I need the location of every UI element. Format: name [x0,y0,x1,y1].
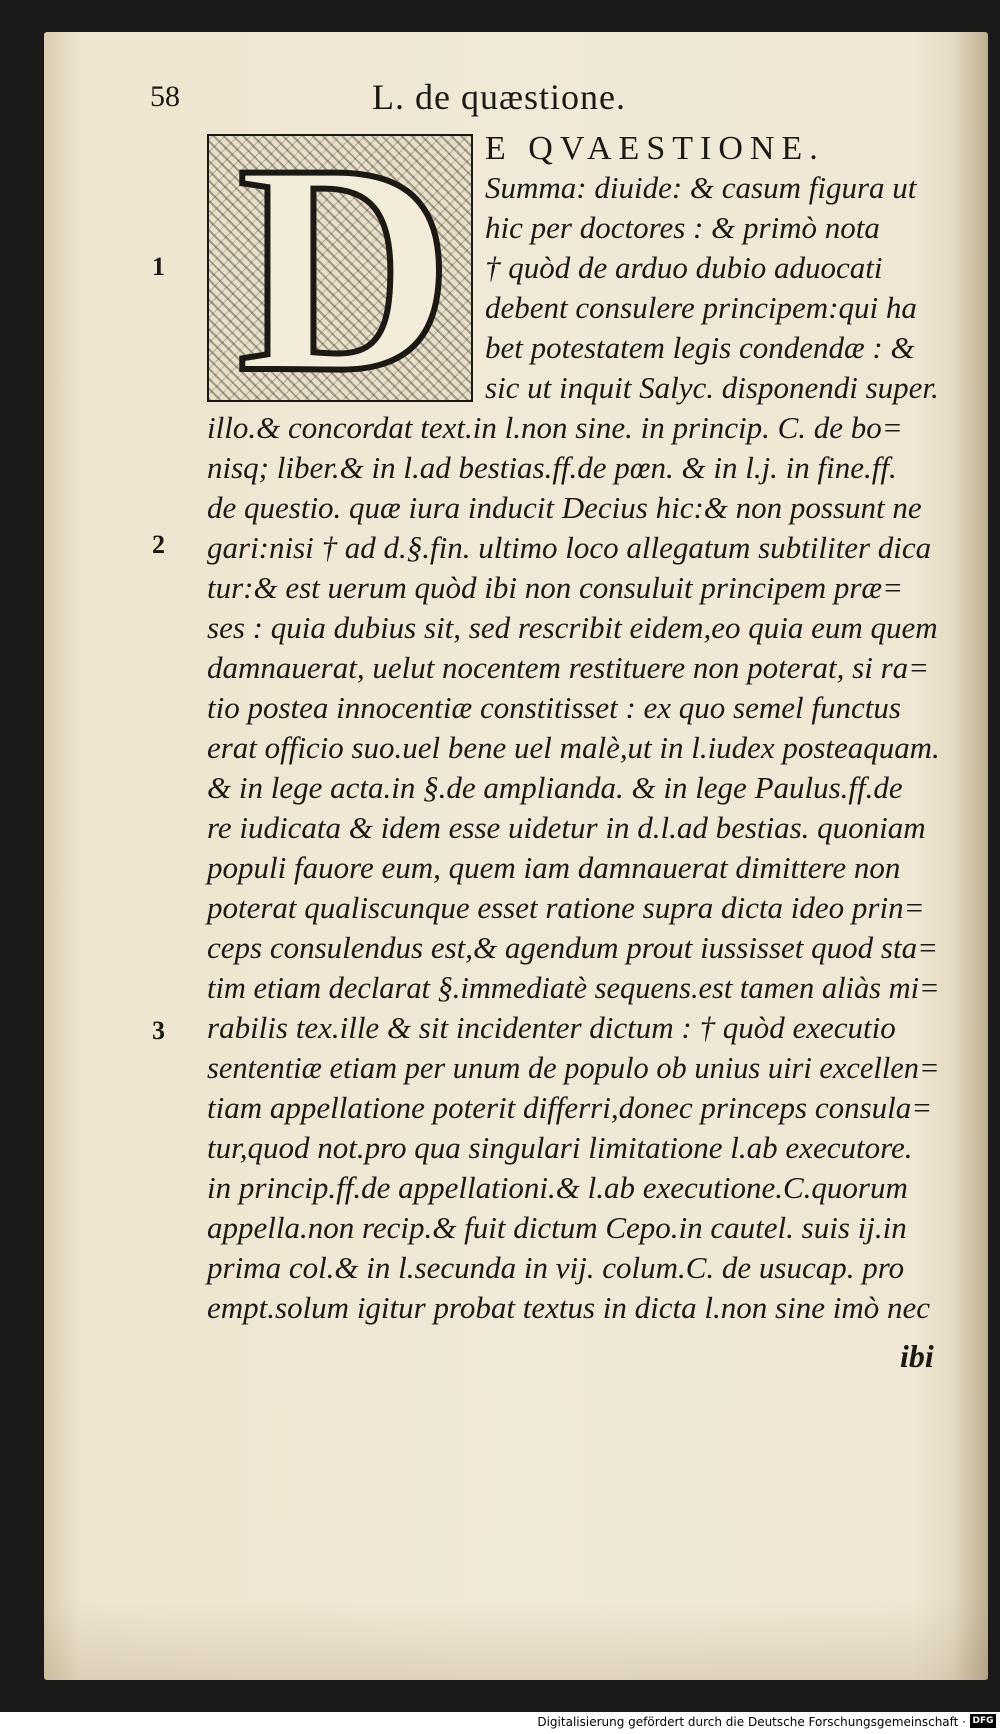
page-stain [44,1600,988,1680]
margin-number: 1 [152,252,165,281]
text-line: appella.non recip.& fuit dictum Cepo.in cautel. suis ij.in [207,1210,907,1245]
text-line: & in lege acta.in §.de amplianda. & in lege Paulus.ff.de [207,770,903,805]
text-line: ses : quia dubius sit, sed rescribit eidem,eo quia eum quem [207,610,938,645]
text-line: tiam appellatione poterit differri,donec princeps consula= [207,1090,933,1125]
text-line: damnauerat, uelut nocentem restituere non poterat, si ra= [207,650,930,685]
text-line: illo.& concordat text.in l.non sine. in princip. C. de bo= [207,410,903,445]
text-line: nisq; liber.& in l.ad bestias.ff.de pœn. & in l.j. in fine.ff. [207,450,897,485]
text-line: sic ut inquit Salyc. disponendi super. [485,370,939,405]
text-line: sententiæ etiam per unum de populo ob unius uiri excellen= [207,1050,940,1085]
text-line: rabilis tex.ille & sit incidenter dictum : † quòd executio [207,1010,896,1045]
text-line: ceps consulendus est,& agendum prout iussisset quod sta= [207,930,939,965]
text-line: tio postea innocentiæ constitisset : ex quo semel functus [207,690,901,725]
text-line: tim etiam declarat §.immediatè sequens.est tamen aliàs mi= [207,970,940,1005]
margin-number: 2 [152,530,165,559]
text-line: empt.solum igitur probat textus in dicta l.non sine imò nec [207,1290,930,1325]
text-line: erat officio suo.uel bene uel malè,ut in l.iudex posteaquam. [207,730,940,765]
running-head: L. de quæstione. [372,77,626,117]
text-line: prima col.& in l.secunda in vij. colum.C. de usucap. pro [207,1250,905,1285]
catchword: ibi [900,1338,934,1374]
decorated-initial [207,134,473,402]
text-line: re iudicata & idem esse uidetur in d.l.ad bestias. quoniam [207,810,926,845]
text-line: gari:nisi † ad d.§.fin. ultimo loco allegatum subtiliter dica [207,530,932,565]
text-line: in princip.ff.de appellationi.& l.ab executione.C.quorum [207,1170,908,1205]
text-line: † quòd de arduo dubio aduocati [485,250,883,285]
section-heading: E QVAESTIONE. [485,130,825,167]
text-line: hic per doctores : & primò nota [485,210,880,245]
text-line: debent consulere principem:qui ha [485,290,917,325]
text-line: Summa: diuide: & casum figura ut [485,170,917,205]
margin-number: 3 [152,1016,165,1045]
dfg-logo: DFG [970,1714,996,1728]
text-line: bet potestatem legis condendæ : & [485,330,915,365]
page-edge-shadow [952,32,988,1680]
text-line: de questio. quæ iura inducit Decius hic:& non possunt ne [207,490,922,525]
text-line: populi fauore eum, quem iam damnauerat dimittere non [207,850,901,885]
text-line: poterat qualiscunque esset ratione supra dicta ideo prin= [207,890,925,925]
text-line: tur,quod not.pro qua singulari limitatione l.ab executore. [207,1130,913,1165]
footer-credit: Digitalisierung gefördert durch die Deutsche Forschungsgemeinschaft · [537,1715,966,1729]
decorated-initial-letter: D [237,134,454,402]
page-number: 58 [150,80,180,113]
text-line: tur:& est uerum quòd ibi non consuluit principem præ= [207,570,904,605]
